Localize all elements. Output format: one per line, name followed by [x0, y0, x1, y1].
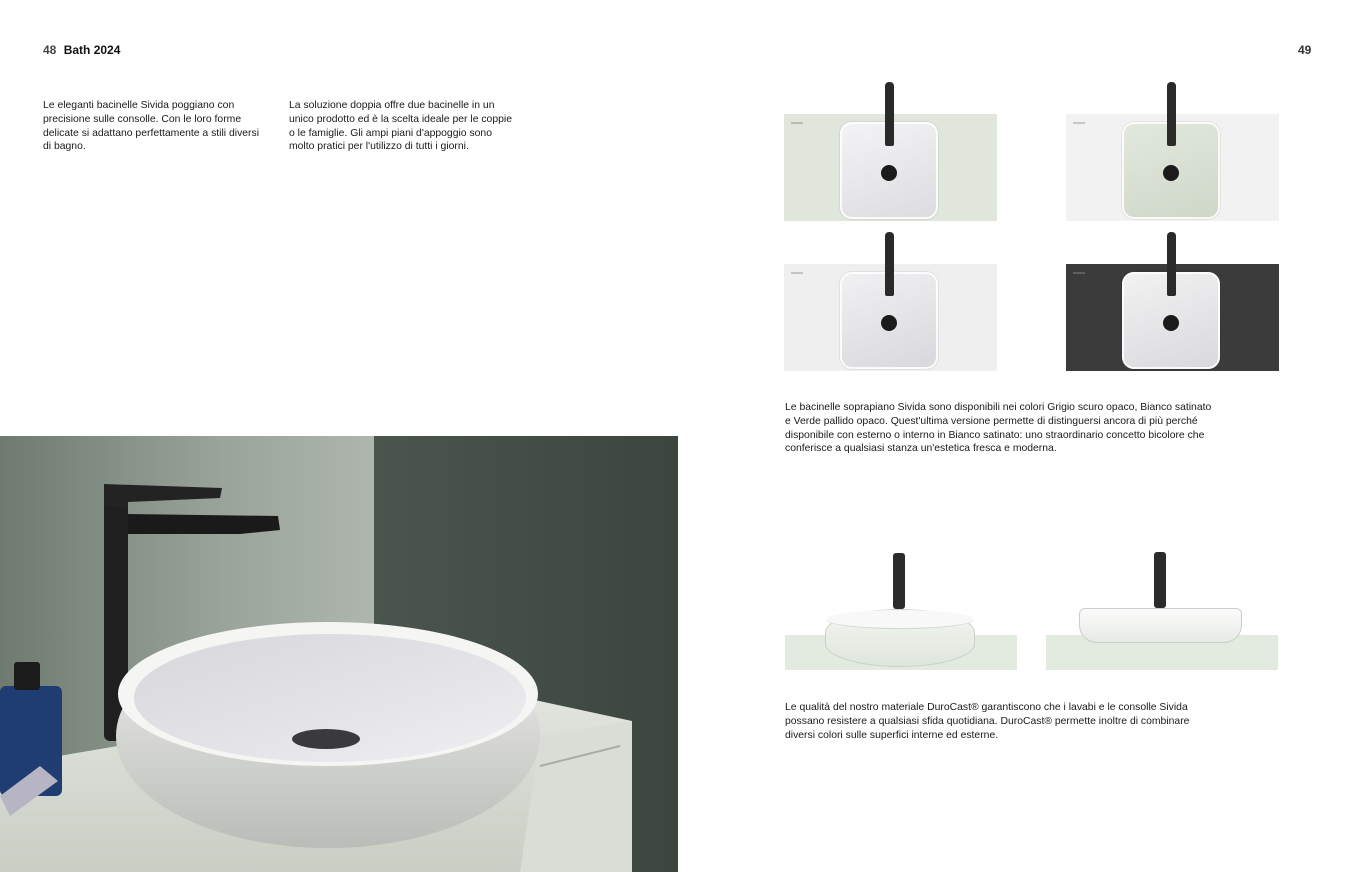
colors-paragraph [785, 401, 1235, 456]
text-line: Le bacinelle soprapiano Sivida sono disponibili nei colori Grigio scuro opaco, Bianco satinato [785, 402, 1212, 413]
publication-title: Bath 2024 [63, 43, 121, 57]
faucet [885, 232, 894, 296]
drain [881, 165, 897, 181]
bowl-drain [292, 729, 360, 749]
brand-mark [1073, 122, 1085, 124]
text-line: precisione sulle consolle. Con le loro forme [43, 113, 242, 125]
bottle-cap [14, 662, 40, 690]
right-page-number: 49 [1298, 43, 1312, 57]
drain [881, 315, 897, 331]
text-line: e Verde pallido opaco. Quest'ultima versione permette di distinguersi ancora di più perché [785, 415, 1198, 427]
brand-mark [791, 272, 803, 274]
faucet-spout [128, 514, 280, 534]
faucet [1167, 82, 1176, 146]
faucet [1154, 552, 1166, 608]
text-line: o le famiglie. Gli ampi piani d'appoggio sono [289, 127, 492, 139]
text-line: conferisce a qualsiasi stanza un'estetica fresca e moderna. [785, 443, 1057, 455]
left-page-number: 48 [43, 43, 57, 57]
drain [1163, 315, 1179, 331]
faucet [1167, 232, 1176, 296]
text-line: diversi colori sulle superfici interne ed esterne. [785, 729, 999, 741]
faucet [893, 553, 905, 609]
text-line: La soluzione doppia offre due bacinelle in un [289, 100, 495, 111]
text-line: Le eleganti bacinelle Sivida poggiano con [43, 100, 235, 111]
rectangular-basin-side-view [1046, 635, 1278, 670]
durocast-paragraph [785, 701, 1215, 742]
hero-photo-round-basin [0, 436, 678, 872]
rectangular-basin [1079, 608, 1242, 643]
faucet [885, 82, 894, 146]
drain [1163, 165, 1179, 181]
thumbnail-white-basin-green-console [784, 114, 997, 221]
oval-basin [825, 609, 975, 667]
text-line: di bagno. [43, 141, 86, 153]
brand-mark [791, 122, 803, 124]
oval-basin-side-view [785, 635, 1017, 670]
thumbnail-green-basin-white-console [1066, 114, 1279, 221]
intro-left-paragraph [43, 99, 278, 154]
text-line: Le qualità del nostro materiale DuroCast® garantiscono che i lavabi e le consolle Sivida [785, 702, 1188, 713]
thumbnail-white-basin-white-console [784, 264, 997, 371]
text-line: possano resistere a qualsiasi sfida quotidiana. DuroCast® permette inoltre di combinare [785, 715, 1190, 727]
left-page-header [43, 43, 120, 57]
text-line: delicate si adattano perfettamente a stili diversi [43, 127, 260, 139]
text-line: unico prodotto ed è la scelta ideale per le coppie [289, 113, 512, 125]
text-line: molto pratici per l'utilizzo di tutti i giorni. [289, 141, 469, 153]
intro-right-paragraph [289, 99, 529, 154]
thumbnail-white-basin-dark-console [1066, 264, 1279, 371]
text-line: disponibile con esterno o interno in Bianco satinato: uno straordinario concetto bicolore che [785, 429, 1205, 441]
brand-mark [1073, 272, 1085, 274]
